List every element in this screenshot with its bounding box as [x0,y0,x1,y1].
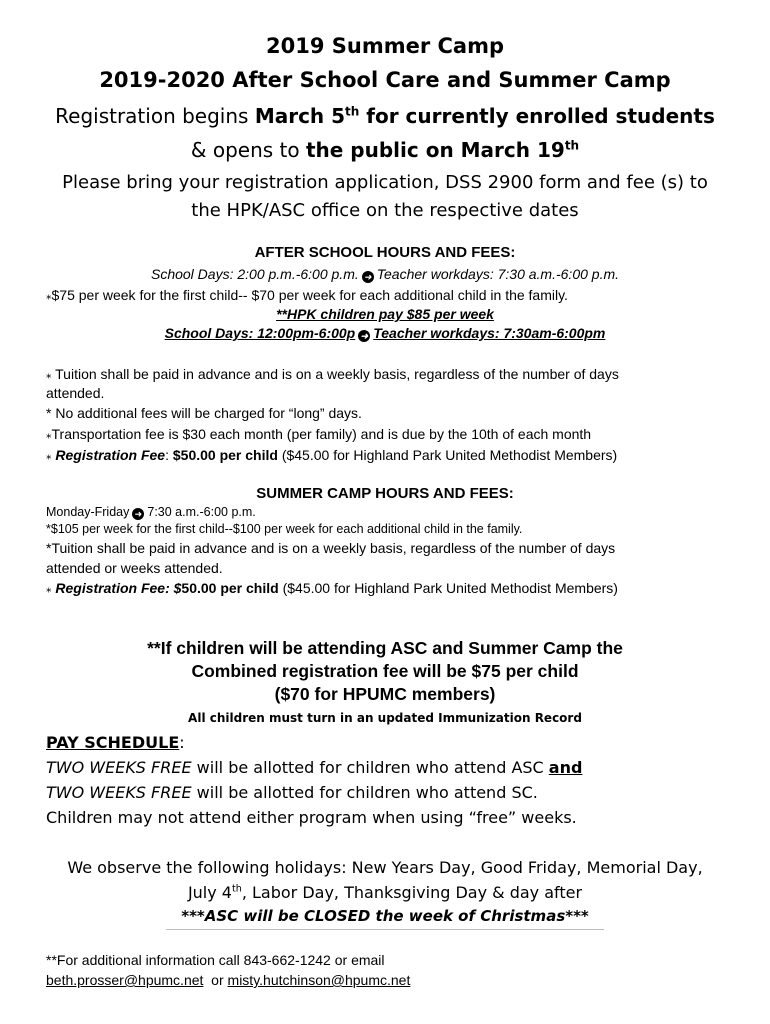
combined-line-3: ($70 for HPUMC members) [274,684,496,704]
circled-arrow-icon: ➜ [358,330,370,342]
summer-registration-fee [46,580,618,596]
holidays-line-2 [0,883,770,902]
registration-opens-line [0,138,770,162]
reg-opens-date: the public on March 19 [305,138,565,162]
summer-reg-label: Registration Fee: $ [55,580,182,596]
asc-allotted-text: will be allotted for children who attend ASC [191,758,549,777]
reg-begins-date: March 5 [254,104,346,128]
july-text: July 4 [187,883,232,902]
email-link-beth[interactable]: beth.prosser@hpumc.net [46,972,204,988]
school-days-text: School Days: 2:00 p.m.-6:00 p.m. [150,266,359,282]
holidays-rest: , Labor Day, Thanksgiving Day & day after [241,883,583,902]
reg-begins-sup: th [345,104,360,119]
summer-tuition-line-1: *Tuition shall be paid in advance and is on a weekly basis, regardless of the number of days [46,540,616,556]
asterisk-bullet-icon: ⁎ [46,583,52,595]
summer-camp-heading: SUMMER CAMP HOURS AND FEES: [256,485,514,502]
combined-line-1: **If children will be attending ASC and Summer Camp the [147,638,623,658]
summer-days: Monday-Friday [46,505,130,519]
bring-line-1: Please bring your registration application, DSS 2900 form and fee (s) to [62,172,708,193]
email-link-misty[interactable]: misty.hutchinson@hpumc.net [227,972,411,988]
circled-arrow-icon: ➜ [362,271,374,283]
contact-line-2 [46,972,410,988]
summer-hours [46,505,256,520]
contact-line-1: **For additional information call 843-662-1242 or email [46,952,385,968]
summer-times: 7:30 a.m.-6:00 p.m. [147,505,256,519]
reg-fee-member: ($45.00 for Highland Park United Methodist Members) [277,447,618,463]
reg-opens-text: & opens to [190,138,306,162]
immunization-note: All children must turn in an updated Immunization Record [188,711,582,725]
summer-reg-member: ($45.00 for Highland Park United Methodist Members) [278,580,618,596]
asc-tuition-line-1 [46,366,619,382]
july-sup: th [231,883,242,895]
pay-schedule-heading [46,733,185,752]
asterisk-bullet-icon: ⁎ [46,290,52,302]
after-school-rate [46,287,568,303]
and-text: and [548,758,583,777]
reg-begins-who: for currently enrolled students [359,104,715,128]
after-school-heading: AFTER SCHOOL HOURS AND FEES: [254,244,516,261]
teacher-workdays-text: Teacher workdays: 7:30 a.m.-6:00 p.m. [376,266,620,282]
asterisk-bullet-icon: ⁎ [46,429,52,441]
title-after-school: 2019-2020 After School Care and Summer Camp [99,68,671,92]
pay-asc-line [46,758,582,777]
pay-sc-line [46,783,538,802]
reg-fee-label: Registration Fee [55,447,166,463]
free-weeks-note: Children may not attend either program when using “free” weeks. [46,808,577,827]
pay-heading-text: PAY SCHEDULE [46,733,180,752]
circled-arrow-icon: ➜ [132,508,144,520]
summer-rate: *$105 per week for the first child--$100 per week for each additional child in the family. [46,522,523,536]
asc-tuition-line-2: attended. [46,385,105,401]
reg-fee-amount: $50.00 per child [172,447,278,463]
asc-registration-fee [46,447,617,463]
combined-line-2: Combined registration fee will be $75 per child [191,661,579,681]
transportation-fee [46,426,591,442]
reg-fee-colon: : [165,447,173,463]
summer-tuition-line-2: attended or weeks attended. [46,560,223,576]
sc-allotted-text: will be allotted for children who attend SC. [191,783,538,802]
divider [166,929,604,930]
after-school-days [0,266,770,283]
hpk-rate: **HPK children pay $85 per week [276,306,494,322]
hpk-school-days: School Days: 12:00pm-6:00p [164,325,356,341]
two-weeks-free-sc: TWO WEEKS FREE [46,783,192,802]
hpk-days [0,325,770,342]
tuition-text: Tuition shall be paid in advance and is on a weekly basis, regardless of the number of days [51,366,619,382]
summer-reg-amount: 50.00 per child [181,580,279,596]
title-summer-camp: 2019 Summer Camp [265,34,504,58]
bring-line-2: the HPK/ASC office on the respective dates [191,200,579,221]
asterisk-bullet-icon: ⁎ [46,450,52,462]
transport-text: Transportation fee is $30 each month (per family) and is due by the 10th of each month [51,426,592,442]
no-additional-fees: * No additional fees will be charged for “long” days. [46,405,362,421]
reg-begins-text: Registration begins [55,104,255,128]
two-weeks-free-asc: TWO WEEKS FREE [46,758,192,777]
christmas-closed: ***ASC will be CLOSED the week of Christmas*** [181,907,589,925]
pay-heading-colon: : [179,733,185,752]
or-text: or [203,972,228,988]
reg-opens-sup: th [564,138,580,153]
registration-begins-line [0,104,770,128]
asterisk-bullet-icon: ⁎ [46,369,52,381]
hpk-teacher-days: Teacher workdays: 7:30am-6:00pm [373,325,606,341]
rate-text: $75 per week for the first child-- $70 per week for each additional child in the family. [51,287,568,303]
holidays-line-1: We observe the following holidays: New Years Day, Good Friday, Memorial Day, [67,858,703,877]
